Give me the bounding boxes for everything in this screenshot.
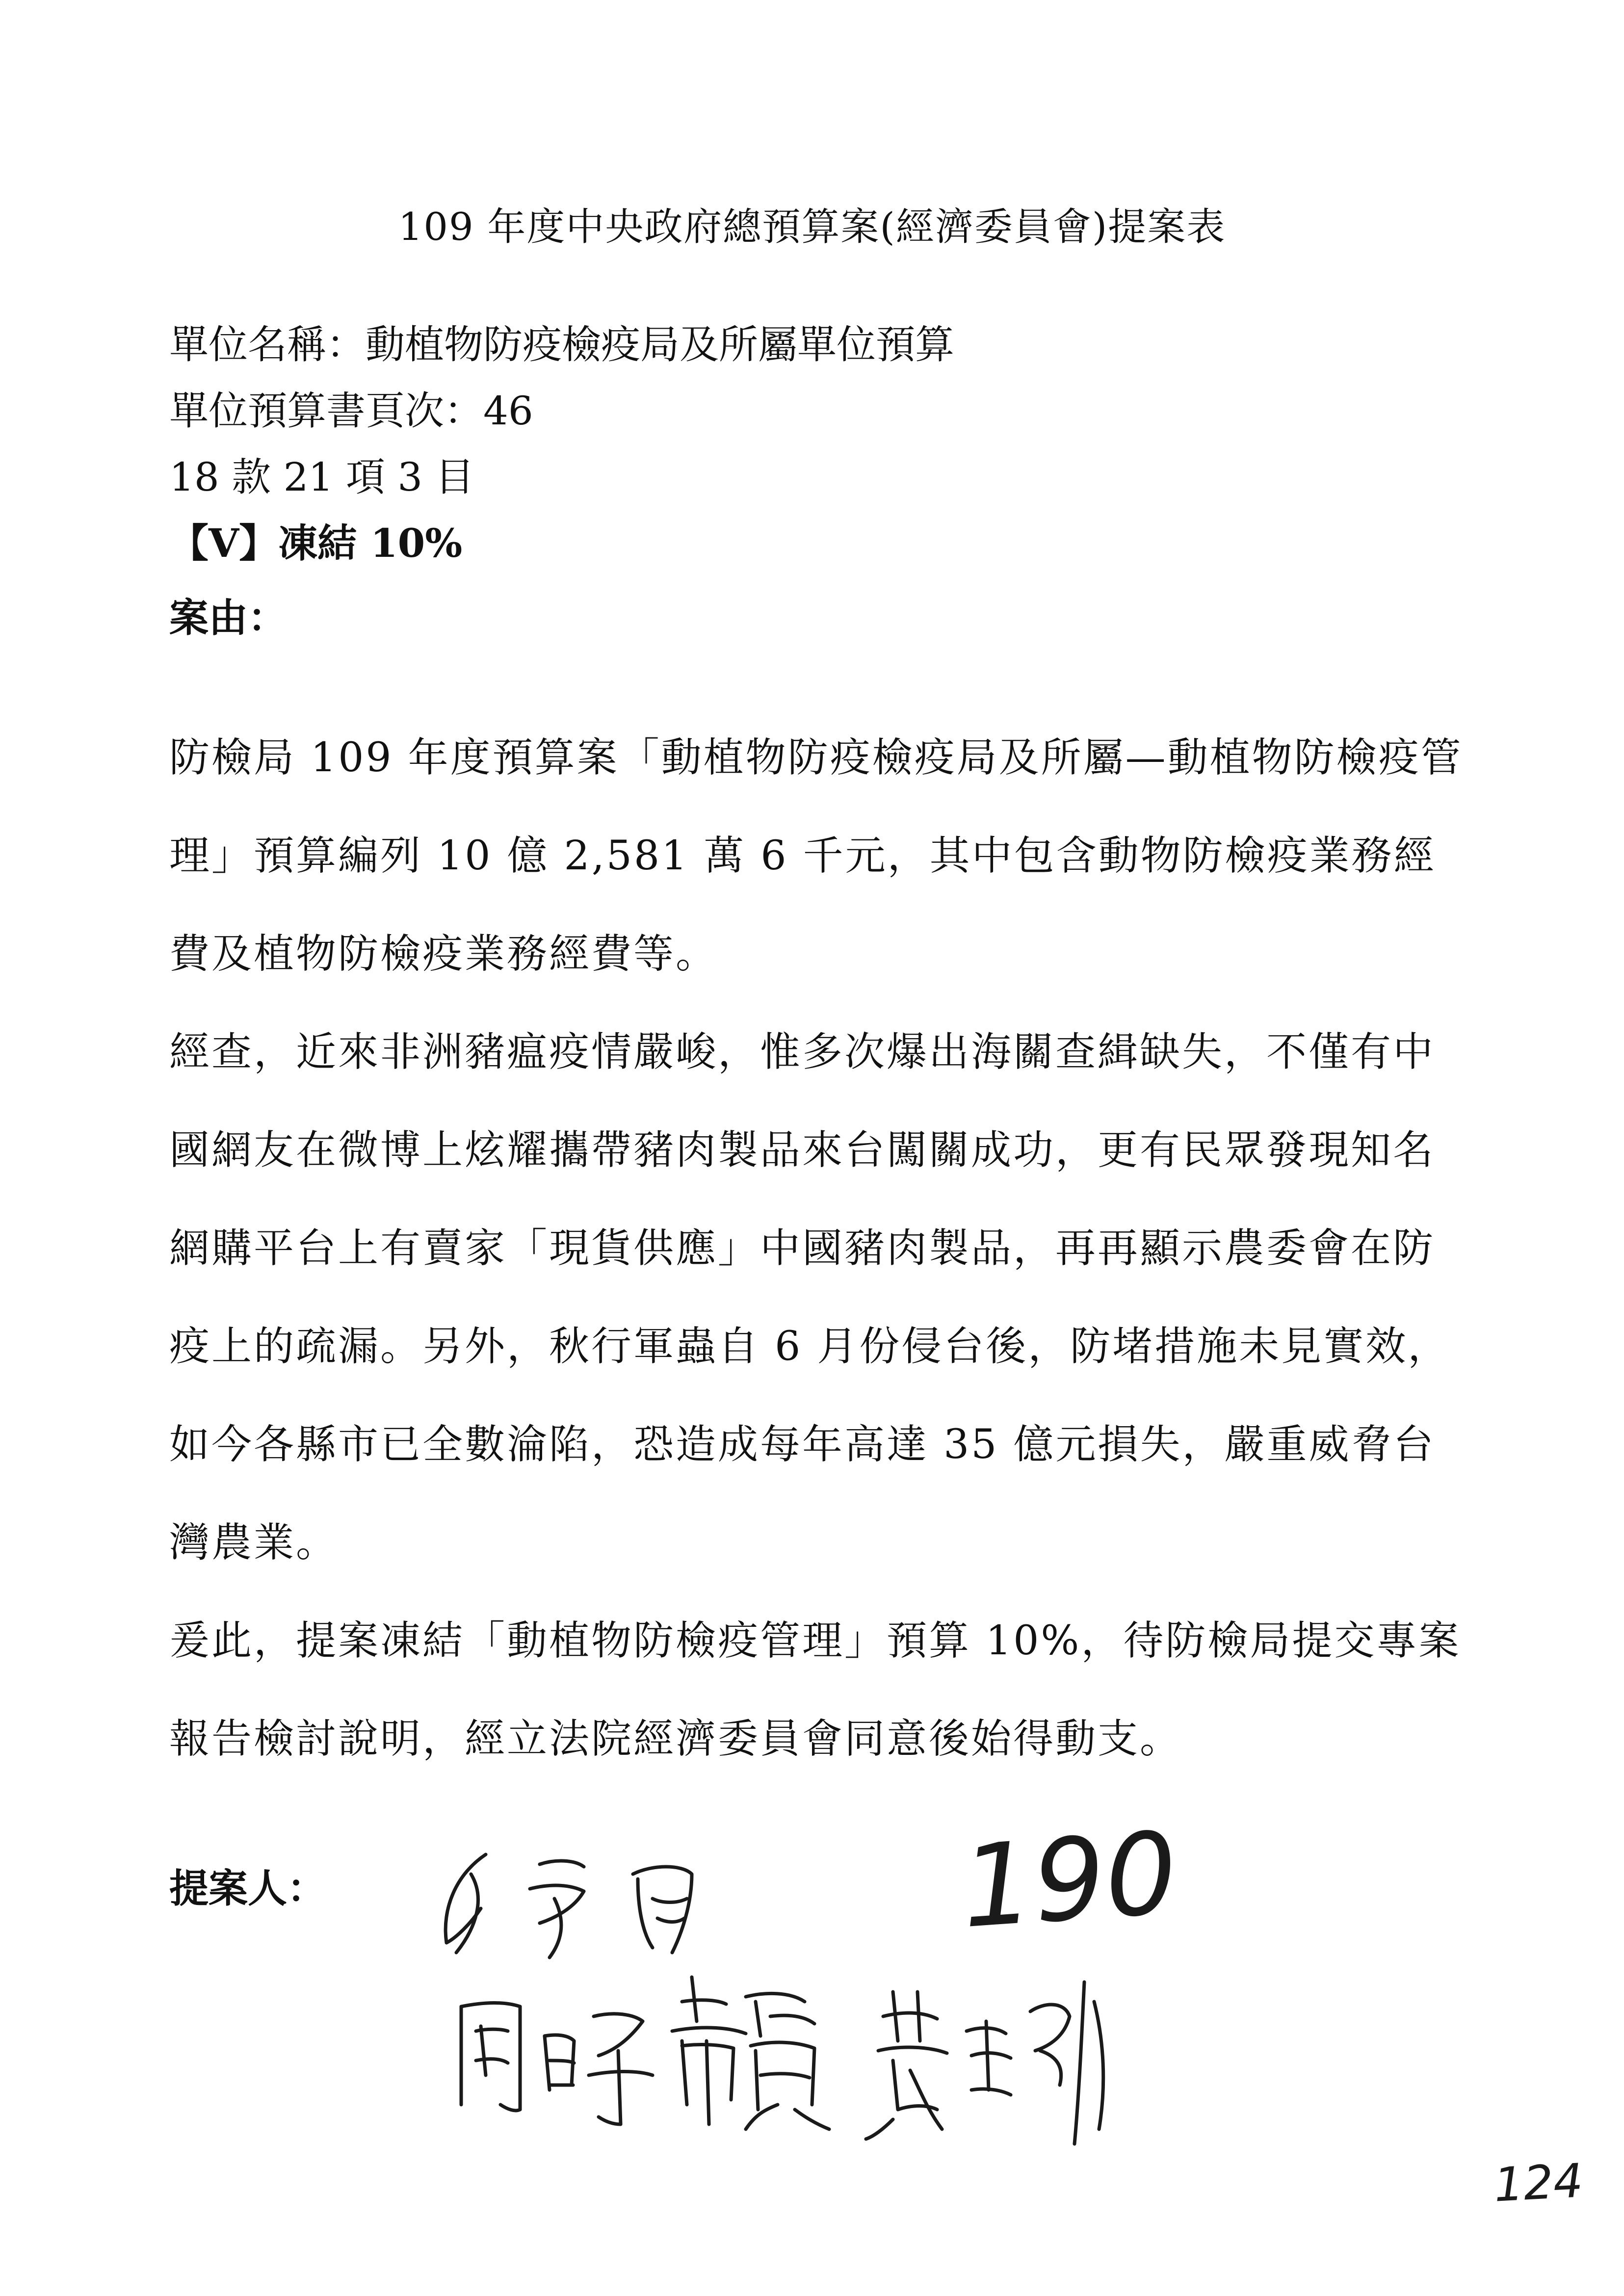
signature-scribble-3 (864, 1972, 1119, 2149)
document-title: 109 年度中央政府總預算案(經濟委員會)提案表 (398, 205, 1226, 249)
reason-label: 案由： (169, 595, 287, 641)
budget-page-reference: 單位預算書頁次：46 (169, 388, 533, 434)
proposer-label: 提案人： (169, 1865, 326, 1911)
reason-body (169, 709, 1465, 1788)
budget-item-reference: 18 款 21 項 3 目 (169, 454, 474, 500)
page-number: 124 (1493, 2154, 1585, 2213)
paragraph-findings: 經查，近來非洲豬瘟疫情嚴峻，惟多次爆出海關查緝缺失，不僅有中國網友在微博上炫耀攜帶豬肉製品來台闖關成功，更有民眾發現知名網購平台上有賣家「現貨供應」中國豬肉製品，再再顯示農委會在防疫上的疏漏。另外，秋行軍蟲自 6 月份侵台後，防堵措施未見實效，如今各縣市已全數淪陷，恐造成每年高達 35 億元損失，嚴重威脅台灣農業。 (169, 1029, 1450, 1566)
paragraph-budget: 防檢局 109 年度預算案「動植物防疫檢疫局及所屬—動植物防檢疫管理」預算編列 10 億 2,581 萬 6 千元，其中包含動物防檢疫業務經費及植物防檢疫業務經費等。 (169, 734, 1463, 977)
freeze-action: 【V】凍結 10% (169, 520, 463, 566)
signature-scribble-2 (451, 1967, 844, 2134)
signature-scribble-1 (427, 1845, 746, 1962)
paragraph-proposal: 爰此，提案凍結「動植物防檢疫管理」預算 10%，待防檢局提交專案報告檢討說明，經立法院經濟委員會同意後始得動支。 (169, 1618, 1461, 1762)
unit-info-block (169, 312, 954, 576)
handwritten-number: 190 (957, 1808, 1181, 1954)
unit-name: 單位名稱：動植物防疫檢疫局及所屬單位預算 (169, 322, 954, 367)
